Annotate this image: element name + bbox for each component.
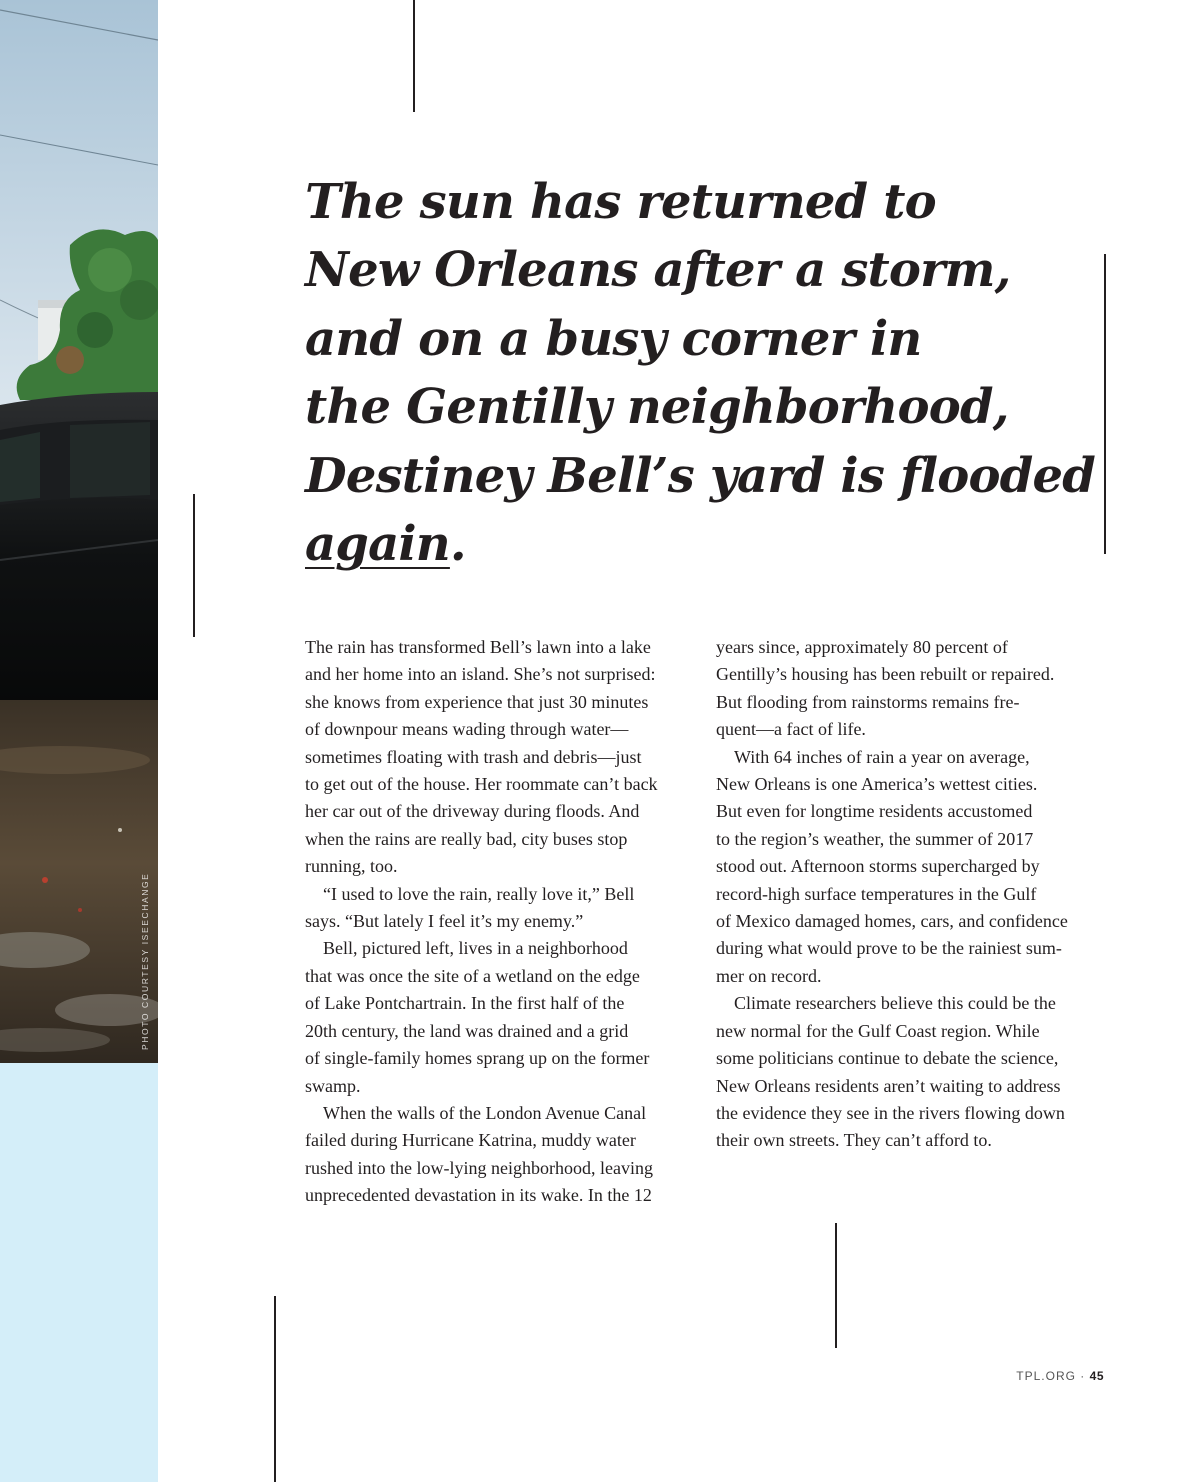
text-line: that was once the site of a wetland on the edge xyxy=(305,965,640,986)
flood-photo-illustration xyxy=(0,0,158,1063)
paragraph xyxy=(305,935,705,1099)
headline xyxy=(305,168,1095,578)
article-column-left xyxy=(305,634,705,1210)
flood-photo xyxy=(0,0,158,1063)
text-line: 20th century, the land was drained and a grid xyxy=(305,1020,629,1041)
headline-underlined-word: again xyxy=(305,516,450,573)
paragraph xyxy=(305,881,705,936)
paragraph xyxy=(716,990,1116,1154)
text-line: record-high surface temperatures in the Gulf xyxy=(716,883,1037,904)
text-line: The rain has transformed Bell’s lawn into a lake xyxy=(305,637,651,657)
headline-line-last xyxy=(305,510,1095,578)
text-line: quent—a fact of life. xyxy=(716,719,866,740)
text-line: With 64 inches of rain a year on average, xyxy=(734,746,1030,767)
text-line: she knows from experience that just 30 minutes xyxy=(305,691,649,712)
text-line: New Orleans is one America’s wettest cities. xyxy=(716,774,1038,795)
text-line: mer on record. xyxy=(716,965,822,986)
text-line: to the region’s weather, the summer of 2017 xyxy=(716,828,1034,849)
decorative-rule xyxy=(193,494,195,637)
headline-line: New Orleans after a storm, xyxy=(305,242,1011,299)
decorative-rule xyxy=(274,1296,276,1482)
paragraph xyxy=(716,744,1116,991)
site-name[interactable]: TPL.ORG xyxy=(1016,1369,1076,1383)
text-line: But even for longtime residents accustomed xyxy=(716,801,1033,822)
page-folio xyxy=(1000,1369,1104,1383)
decorative-blue-band xyxy=(0,1063,158,1482)
text-line: says. “But lately I feel it’s my enemy.” xyxy=(305,911,584,932)
text-line: Gentilly’s housing has been rebuilt or repaired. xyxy=(716,664,1055,685)
headline-line: and on a busy corner in xyxy=(305,310,922,367)
text-line: of single-family homes sprang up on the former xyxy=(305,1048,650,1069)
text-line: failed during Hurricane Katrina, muddy water xyxy=(305,1130,636,1151)
paragraph xyxy=(716,634,1116,744)
text-line: years since, approximately 80 percent of xyxy=(716,637,1008,657)
text-line: of downpour means wading through water— xyxy=(305,719,629,740)
text-line: unprecedented devastation in its wake. In the 12 xyxy=(305,1185,652,1206)
text-line: of Lake Pontchartrain. In the first half of the xyxy=(305,993,625,1014)
decorative-rule xyxy=(1104,254,1106,554)
headline-punctuation: . xyxy=(449,516,466,573)
text-line: Bell, pictured left, lives in a neighborhood xyxy=(323,938,628,959)
paragraph xyxy=(305,1100,705,1210)
folio-separator: · xyxy=(1080,1369,1086,1383)
text-line: “I used to love the rain, really love it,” Bell xyxy=(323,883,635,904)
text-line: and her home into an island. She’s not surprised: xyxy=(305,664,656,685)
text-line: When the walls of the London Avenue Canal xyxy=(323,1102,647,1123)
text-line: her car out of the driveway during floods. And xyxy=(305,801,640,822)
headline-line: The sun has returned to xyxy=(305,174,936,230)
article-column-right xyxy=(716,634,1116,1155)
text-line: during what would prove to be the rainiest sum- xyxy=(716,938,1062,959)
text-line: the evidence they see in the rivers flowing down xyxy=(716,1102,1065,1123)
decorative-rule xyxy=(413,0,415,112)
text-line: some politicians continue to debate the science, xyxy=(716,1048,1059,1069)
text-line: Climate researchers believe this could be the xyxy=(734,993,1056,1014)
decorative-rule xyxy=(835,1223,837,1348)
text-line: when the rains are really bad, city buses stop xyxy=(305,828,628,849)
headline-line: the Gentilly neighborhood, xyxy=(305,379,1009,436)
paragraph xyxy=(305,634,705,881)
text-line: swamp. xyxy=(305,1075,361,1096)
headline-line: Destiney Bell’s yard is flooded xyxy=(305,447,1095,504)
text-line: stood out. Afternoon storms supercharged by xyxy=(716,856,1040,877)
text-line: But flooding from rainstorms remains fre- xyxy=(716,691,1020,712)
text-line: New Orleans residents aren’t waiting to address xyxy=(716,1075,1061,1096)
text-line: rushed into the low-lying neighborhood, leaving xyxy=(305,1157,653,1178)
text-line: to get out of the house. Her roommate can’t back xyxy=(305,774,658,795)
text-line: new normal for the Gulf Coast region. While xyxy=(716,1020,1040,1041)
text-line: running, too. xyxy=(305,856,398,877)
text-line: their own streets. They can’t afford to. xyxy=(716,1130,992,1151)
photo-credit: PHOTO COURTESY ISEECHANGE xyxy=(140,872,150,1050)
text-line: of Mexico damaged homes, cars, and confidence xyxy=(716,911,1068,932)
text-line: sometimes floating with trash and debris—just xyxy=(305,746,642,767)
page-number: 45 xyxy=(1089,1369,1104,1383)
